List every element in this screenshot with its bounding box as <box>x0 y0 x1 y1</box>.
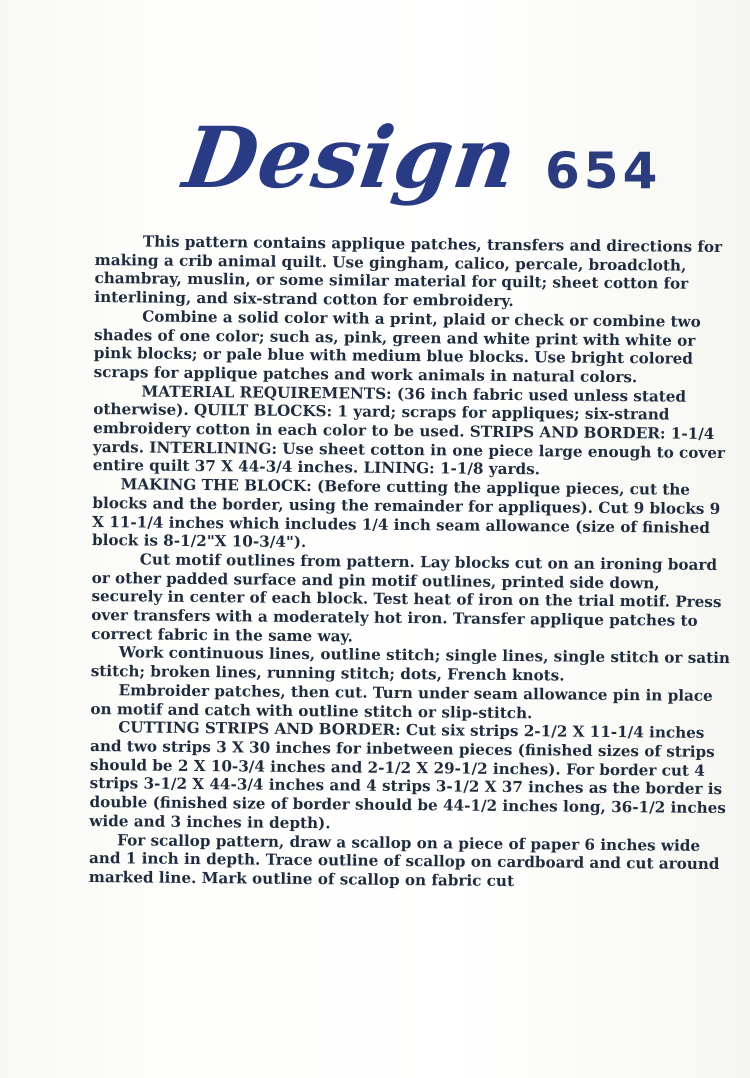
paragraph-embroider: Embroider patches, then cut. Turn under seam allowance pin in place on motif and catch with outline stitch or slip-stitch. <box>90 681 713 722</box>
paragraph-making-block: MAKING THE BLOCK: (Before cutting the applique pieces, cut the blocks and the border, using the remainder for appliques). Cut 9 blocks 9 X 11-1/4 inches which includes 1/4 inch seam allowance (size of finished block is 8-1/2"X 10-3/4"). <box>91 475 721 552</box>
paragraph-motif: Cut motif outlines from pattern. Lay blocks cut on an ironing board or other padded surface and pin motif outlines, printed side down, securely in center of each block. Test heat of iron on the trial motif. Press over transfers with a moderately hot iron. Transfer applique patches to correct fabric in the same way. <box>91 550 722 646</box>
design-number: 654 <box>545 142 662 200</box>
title-block <box>178 108 665 218</box>
design-script-title: Design <box>178 108 524 207</box>
paragraph-material-requirements: MATERIAL REQUIREMENTS: (36 inch fabric used unless stated otherwise). QUILT BLOCKS: 1 yard; scraps for appliques; six-strand embroidery cotton in each color to be used. STRIPS AND BORDER: 1-1/4 yards. INTERLINING: Use sheet cotton in one piece large enough to cover entire quilt 37 X 44-3/4 inches. LINING: 1-1/8 yards. <box>92 382 726 479</box>
paragraph-colors: Combine a solid color with a print, plaid or check or combine two shades of one color; such as, pink, green and white print with white or pink blocks; or pale blue with medium blue blocks. Use bright colored scraps for applique patches and work animals in natural colors. <box>93 307 701 387</box>
paragraph-cutting-strips: CUTTING STRIPS AND BORDER: Cut six strips 2-1/2 X 11-1/4 inches and two strips 3 X 30 inches for inbetween pieces (finished sizes of strips should be 2 X 10-3/4 inches and 2-1/2 X 29-1/2 inches). For border cut 4 strips 3-1/2 X 44-3/4 inches and 4 strips 3-1/2 X 37 inches as the border is double (finished size of border should be 44-1/2 inches long, 36-1/2 inches wide and 3 inches in depth). <box>89 718 726 833</box>
paragraph-stitches: Work continuous lines, outline stitch; single lines, single stitch or satin stitch; broken lines, running stitch; dots, French knots. <box>90 643 731 685</box>
paragraph-intro: This pattern contains applique patches, transfers and directions for making a crib animal quilt. Use gingham, calico, percale, broadcloth, chambray, muslin, or some similar material for quilt; sheet cotton for interlining, and six-strand cotton for embroidery. <box>94 232 723 311</box>
instructions-text <box>89 232 735 893</box>
paragraph-scallop: For scallop pattern, draw a scallop on a piece of paper 6 inches wide and 1 inch in depth. Trace outline of scallop on cardboard and cut around marked line. Mark outline of scallop on fabric cut <box>88 830 720 890</box>
